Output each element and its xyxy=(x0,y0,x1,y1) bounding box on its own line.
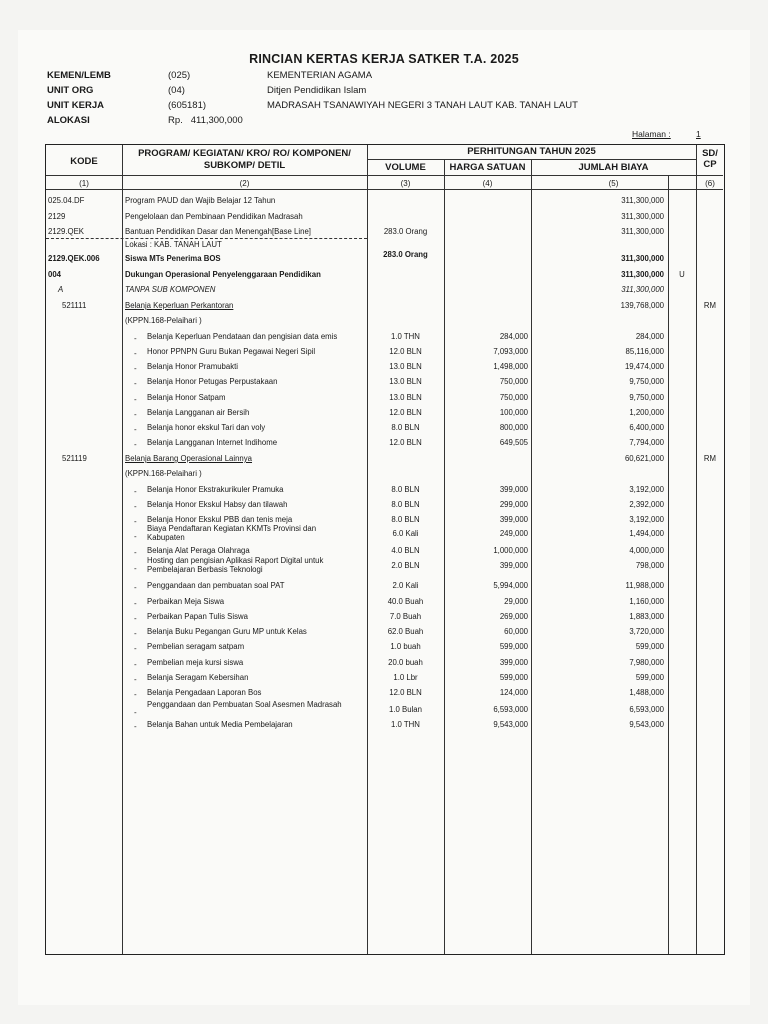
bullet-dash: - xyxy=(134,532,137,541)
row-harga: 249,000 xyxy=(499,529,528,538)
row-jumlah: 311,300,000 xyxy=(621,285,664,294)
bullet-dash: - xyxy=(134,364,137,373)
row-jumlah: 7,794,000 xyxy=(629,438,664,447)
row-program: Belanja Honor Ekstrakurikuler Pramuka xyxy=(147,485,284,494)
row-harga: 299,000 xyxy=(499,500,528,509)
row-volume: 8.0 BLN xyxy=(391,515,420,524)
row-program: (KPPN.168-Pelaihari ) xyxy=(125,316,202,325)
alokasi-value: Rp. 411,300,000 xyxy=(168,115,243,126)
row-program: Belanja Honor Pramubakti xyxy=(147,362,239,371)
row-volume: 40.0 Buah xyxy=(387,597,424,606)
row-volume: 8.0 BLN xyxy=(391,500,420,509)
row-harga: 599,000 xyxy=(499,642,528,651)
row-program: Penggandaan dan Pembuatan Soal Asesmen Madrasah xyxy=(147,700,342,709)
kemen-name: KEMENTERIAN AGAMA xyxy=(267,70,373,81)
row-program: Belanja honor ekskul Tari dan voly xyxy=(147,423,266,432)
org-label: UNIT ORG xyxy=(47,85,94,96)
row-volume: 1.0 Lbr xyxy=(393,673,418,682)
row-volume: 4.0 BLN xyxy=(391,546,420,555)
page-number xyxy=(632,129,701,139)
row-jumlah: 311,300,000 xyxy=(621,270,664,279)
row-volume: 12.0 BLN xyxy=(389,408,422,417)
row-harga: 6,593,000 xyxy=(493,705,528,714)
kemen-code: (025) xyxy=(168,70,191,81)
row-program: Belanja Honor Ekskul Habsy dan tilawah xyxy=(147,500,288,509)
halaman-label: Halaman : xyxy=(632,129,671,139)
row-program: Perbaikan Papan Tulis Siswa xyxy=(147,612,248,621)
row-program: Program PAUD dan Wajib Belajar 12 Tahun xyxy=(125,196,276,205)
bullet-dash: - xyxy=(134,675,137,684)
kemen-label: KEMEN/LEMB xyxy=(47,70,111,81)
row-harga: 800,000 xyxy=(499,423,528,432)
row-volume: 12.0 BLN xyxy=(389,688,422,697)
document-title: RINCIAN KERTAS KERJA SATKER T.A. 2025 xyxy=(249,52,519,66)
row-program: Pembelian meja kursi siswa xyxy=(147,658,244,667)
row-program: Belanja Langganan air Bersih xyxy=(147,408,250,417)
row-flag: U xyxy=(679,270,685,279)
row-program: Penggandaan dan pembuatan soal PAT xyxy=(147,581,285,590)
bullet-dash: - xyxy=(134,425,137,434)
row-harga: 750,000 xyxy=(499,393,528,402)
row-harga: 9,543,000 xyxy=(493,720,528,729)
bullet-dash: - xyxy=(134,334,137,343)
row-volume: 13.0 BLN xyxy=(389,393,422,402)
row-jumlah: 9,750,000 xyxy=(629,393,664,402)
bullet-dash: - xyxy=(134,379,137,388)
row-kode: 004 xyxy=(48,270,62,279)
row-volume: 13.0 BLN xyxy=(389,362,422,371)
col-index-5: (5) xyxy=(608,179,619,188)
row-jumlah: 1,200,000 xyxy=(629,408,664,417)
row-program: Honor PPNPN Guru Bukan Pegawai Negeri Sipil xyxy=(147,347,316,356)
row-kode: 2129.QEK xyxy=(48,227,84,236)
row-jumlah: 7,980,000 xyxy=(629,658,664,667)
kerja-name: MADRASAH TSANAWIYAH NEGERI 3 TANAH LAUT KAB. TANAH LAUT xyxy=(267,100,578,111)
bullet-dash: - xyxy=(134,629,137,638)
row-volume: 12.0 BLN xyxy=(389,438,422,447)
row-harga: 60,000 xyxy=(504,627,528,636)
col-index-3: (3) xyxy=(400,179,411,188)
bullet-dash: - xyxy=(134,548,137,557)
row-volume: 7.0 Buah xyxy=(389,612,422,621)
org-code: (04) xyxy=(168,85,185,96)
bullet-dash: - xyxy=(134,614,137,623)
row-jumlah: 9,543,000 xyxy=(629,720,664,729)
row-jumlah: 311,300,000 xyxy=(621,196,664,205)
row-program: Belanja Alat Peraga Olahraga xyxy=(147,546,250,555)
row-volume: 283.0 Orang xyxy=(383,227,428,236)
row-kode: 521111 xyxy=(62,301,87,310)
row-program: Belanja Honor Satpam xyxy=(147,393,226,402)
row-jumlah: 798,000 xyxy=(635,561,664,570)
row-program: Pengelolaan dan Pembinaan Pendidikan Madrasah xyxy=(125,212,303,221)
row-program: Belanja Seragam Kebersihan xyxy=(147,673,249,682)
bullet-dash: - xyxy=(134,599,137,608)
row-harga: 29,000 xyxy=(504,597,528,606)
bullet-dash: - xyxy=(134,410,137,419)
row-program: Hosting dan pengisian Aplikasi Raport Digital untuk Pembelajaran Berbasis Teknologi xyxy=(147,556,324,574)
row-jumlah: 6,400,000 xyxy=(629,423,664,432)
alokasi-label: ALOKASI xyxy=(47,115,90,126)
row-jumlah: 1,160,000 xyxy=(629,597,664,606)
row-harga: 5,994,000 xyxy=(493,581,528,590)
row-volume: 1.0 buah xyxy=(390,642,421,651)
row-jumlah: 60,621,000 xyxy=(624,454,664,463)
row-program: Belanja Keperluan Perkantoran xyxy=(125,301,234,310)
row-volume: 1.0 THN xyxy=(391,332,420,341)
bullet-dash: - xyxy=(134,349,137,358)
col-index-1: (1) xyxy=(79,179,89,188)
bullet-dash: - xyxy=(134,395,137,404)
row-harga: 399,000 xyxy=(499,515,528,524)
row-volume: 1.0 THN xyxy=(391,720,420,729)
row-program: (KPPN.168-Pelaihari ) xyxy=(125,469,202,478)
bullet-dash: - xyxy=(134,690,137,699)
row-jumlah: 6,593,000 xyxy=(629,705,664,714)
row-program: Belanja Honor Petugas Perpustakaan xyxy=(147,377,278,386)
row-harga: 399,000 xyxy=(499,485,528,494)
row-volume: 13.0 BLN xyxy=(389,377,422,386)
row-sdcp: RM xyxy=(703,301,717,310)
row-program: Dukungan Operasional Penyelenggaraan Pendidikan xyxy=(125,270,321,279)
col-program-line2: SUBKOMP/ DETIL xyxy=(203,160,286,171)
row-jumlah: 311,300,000 xyxy=(621,254,664,263)
row-program: Biaya Pendaftaran Kegiatan KKMTs Provinsi dan Kabupaten xyxy=(147,524,317,542)
kerja-code: (605181) xyxy=(168,100,207,111)
bullet-dash: - xyxy=(134,644,137,653)
row-jumlah: 284,000 xyxy=(635,332,664,341)
kerja-label: UNIT KERJA xyxy=(47,100,105,111)
row-volume: 283.0 Orang xyxy=(383,250,428,259)
bullet-dash: - xyxy=(134,660,137,669)
row-jumlah: 311,300,000 xyxy=(621,212,664,221)
row-kode: 025.04.DF xyxy=(48,196,85,205)
row-harga: 399,000 xyxy=(499,561,528,570)
halaman-value: 1 xyxy=(696,129,701,139)
bullet-dash: - xyxy=(134,708,137,717)
row-program: Belanja Barang Operasional Lainnya xyxy=(125,454,253,463)
bullet-dash: - xyxy=(134,440,137,449)
row-program: Belanja Langganan Internet Indihome xyxy=(147,438,278,447)
row-kode: A xyxy=(58,285,64,294)
row-harga: 1,498,000 xyxy=(493,362,528,371)
row-jumlah: 3,192,000 xyxy=(629,515,664,524)
bullet-dash: - xyxy=(134,564,137,573)
row-jumlah: 9,750,000 xyxy=(629,377,664,386)
row-kode: 521119 xyxy=(62,454,87,463)
org-name: Ditjen Pendidikan Islam xyxy=(267,85,367,96)
row-jumlah: 85,116,000 xyxy=(625,347,664,356)
row-volume: 8.0 BLN xyxy=(391,485,420,494)
row-program: Belanja Keperluan Pendataan dan pengisian data emis xyxy=(147,332,338,341)
row-harga: 750,000 xyxy=(499,377,528,386)
row-harga: 124,000 xyxy=(499,688,528,697)
bullet-dash: - xyxy=(134,722,137,731)
row-harga: 599,000 xyxy=(499,673,528,682)
bullet-dash: - xyxy=(134,502,137,511)
row-jumlah: 311,300,000 xyxy=(621,227,664,236)
bullet-dash: - xyxy=(134,583,137,592)
row-jumlah: 19,474,000 xyxy=(624,362,664,371)
row-program: Pembelian seragam satpam xyxy=(147,642,245,651)
col-index-4: (4) xyxy=(482,179,493,188)
row-harga: 269,000 xyxy=(499,612,528,621)
row-program: Bantuan Pendidikan Dasar dan Menengah[Base Line] xyxy=(125,227,311,236)
row-harga: 1,000,000 xyxy=(493,546,528,555)
budget-table xyxy=(45,144,725,955)
row-jumlah: 1,494,000 xyxy=(629,529,664,538)
row-jumlah: 3,192,000 xyxy=(629,485,664,494)
col-kode: KODE xyxy=(70,156,98,167)
row-program: Siswa MTs Penerima BOS xyxy=(125,254,221,263)
row-program: Belanja Honor Ekskul PBB dan tenis meja xyxy=(147,515,293,524)
row-harga: 284,000 xyxy=(499,332,528,341)
row-volume: 62.0 Buah xyxy=(387,627,424,636)
row-program: TANPA SUB KOMPONEN xyxy=(125,285,216,294)
row-jumlah: 11,988,000 xyxy=(625,581,664,590)
row-harga: 649,505 xyxy=(499,438,528,447)
col-sdcp-line2: CP xyxy=(703,159,717,170)
row-jumlah: 599,000 xyxy=(635,673,664,682)
row-volume: 1.0 Bulan xyxy=(389,705,422,714)
row-volume: 12.0 BLN xyxy=(389,347,422,356)
row-harga: 399,000 xyxy=(499,658,528,667)
row-jumlah: 3,720,000 xyxy=(629,627,664,636)
bullet-dash: - xyxy=(134,517,137,526)
col-index-2: (2) xyxy=(239,179,250,188)
row-volume: 2.0 BLN xyxy=(391,561,420,570)
row-jumlah: 139,768,000 xyxy=(620,301,664,310)
row-volume: 20.0 buah xyxy=(388,658,423,667)
row-program: Lokasi : KAB. TANAH LAUT xyxy=(125,240,222,249)
row-volume: 2.0 Kali xyxy=(392,581,419,590)
row-volume: 6.0 Kali xyxy=(392,529,419,538)
row-volume: 8.0 BLN xyxy=(391,423,420,432)
row-kode: 2129.QEK.006 xyxy=(48,254,100,263)
row-jumlah: 2,392,000 xyxy=(629,500,664,509)
row-harga: 7,093,000 xyxy=(493,347,528,356)
col-sdcp-line1: SD/ xyxy=(702,148,718,159)
col-jumlah: JUMLAH BIAYA xyxy=(578,162,649,173)
row-jumlah: 1,883,000 xyxy=(629,612,664,621)
col-perhitungan: PERHITUNGAN TAHUN 2025 xyxy=(467,146,596,157)
row-jumlah: 1,488,000 xyxy=(629,688,664,697)
row-program: Belanja Pengadaan Laporan Bos xyxy=(147,688,262,697)
row-program: Belanja Bahan untuk Media Pembelajaran xyxy=(147,720,293,729)
col-program-line1: PROGRAM/ KEGIATAN/ KRO/ RO/ KOMPONEN/ xyxy=(138,148,351,159)
row-program: Belanja Buku Pegangan Guru MP untuk Kelas xyxy=(147,627,307,636)
row-kode: 2129 xyxy=(48,212,66,221)
col-index-6: (6) xyxy=(705,179,715,188)
row-sdcp: RM xyxy=(703,454,717,463)
bullet-dash: - xyxy=(134,487,137,496)
row-program: Perbaikan Meja Siswa xyxy=(147,597,225,606)
row-jumlah: 4,000,000 xyxy=(629,546,664,555)
row-jumlah: 599,000 xyxy=(635,642,664,651)
col-harga: HARGA SATUAN xyxy=(449,162,526,173)
row-harga: 100,000 xyxy=(499,408,528,417)
col-volume: VOLUME xyxy=(385,162,426,173)
